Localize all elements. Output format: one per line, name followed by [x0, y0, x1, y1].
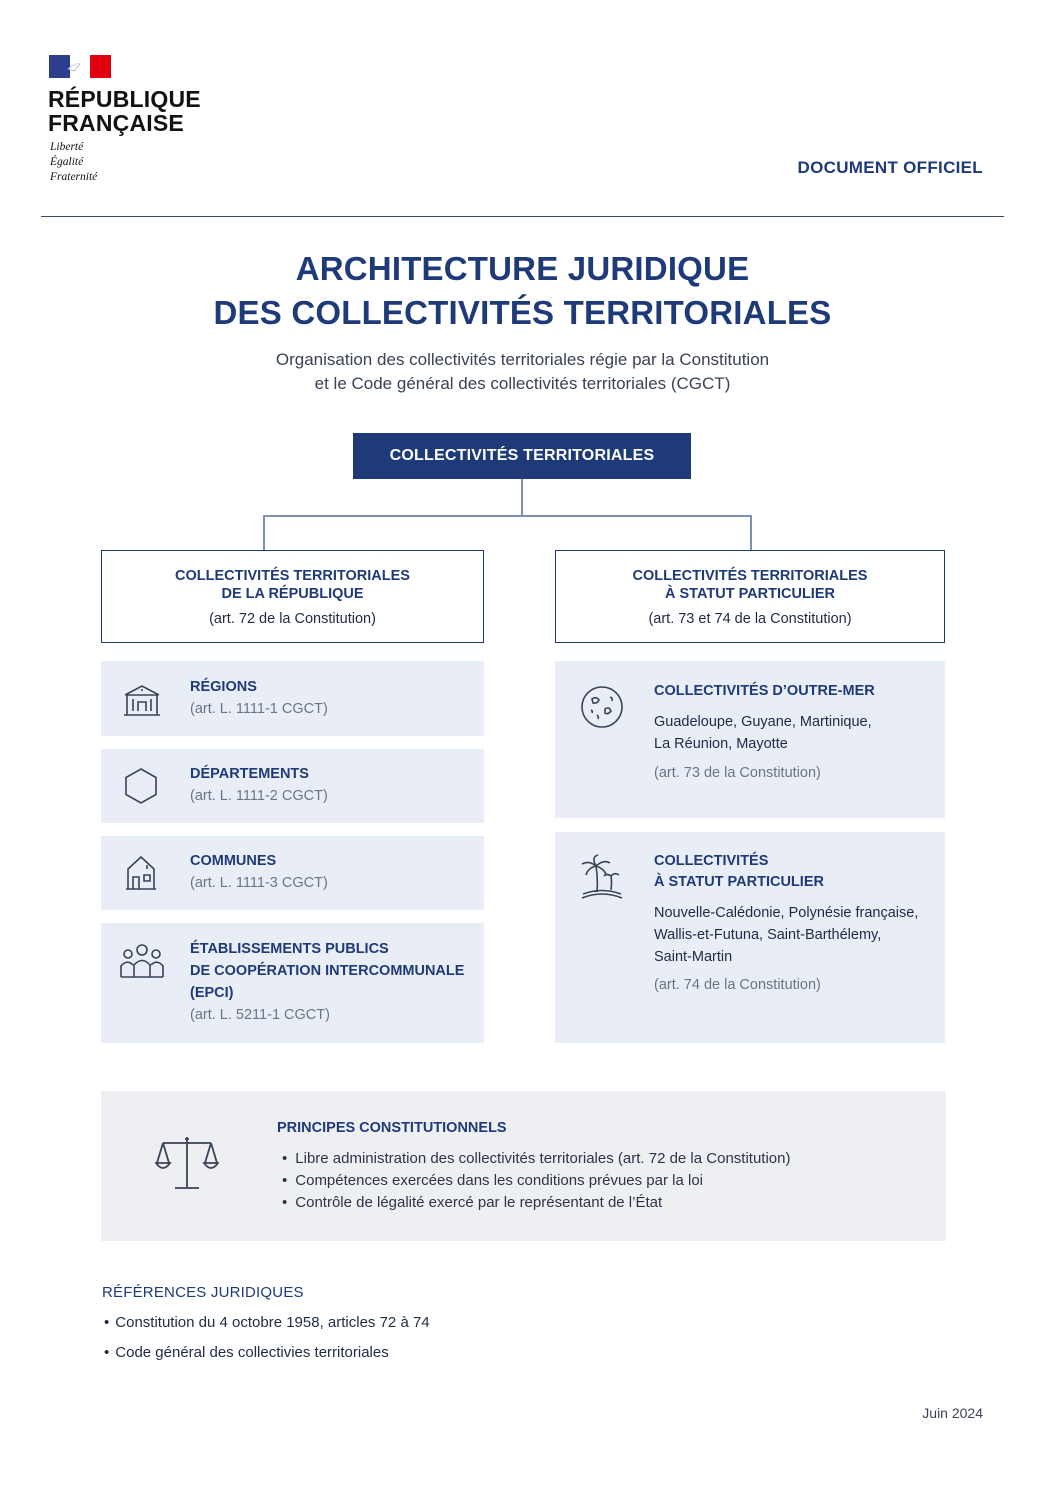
french-flag-logo — [49, 55, 111, 78]
left-box-article: (art. 72 de la Constitution) — [209, 611, 376, 627]
special-status-box — [555, 550, 945, 643]
principle-item: • Contrôle de légalité exercé par le représentant de l’État — [282, 1194, 662, 1211]
connector-vertical-root — [521, 479, 523, 516]
left-box-title2: DE LA RÉPUBLIQUE — [221, 586, 364, 602]
page-title-line2: DES COLLECTIVITÉS TERRITORIALES — [213, 294, 832, 331]
statut-desc-line2: Wallis-et-Futuna, Saint-Barthélemy, — [654, 927, 882, 943]
principle-item: • Compétences exercées dans les conditions prévues par la loi — [282, 1172, 703, 1189]
epci-title-line1: ÉTABLISSEMENTS PUBLICS — [190, 941, 389, 957]
header-divider — [41, 216, 1004, 217]
reference-item: • Code général des collectivies territoriales — [104, 1344, 389, 1361]
people-group-icon — [119, 943, 165, 981]
regions-title: RÉGIONS — [190, 679, 257, 695]
statut-title-line1: COLLECTIVITÉS — [654, 853, 769, 869]
departements-ref: (art. L. 1111-2 CGCT) — [190, 788, 328, 804]
connector-horizontal — [263, 515, 752, 517]
palm-island-icon — [579, 854, 625, 902]
epci-title-line2: DE COOPÉRATION INTERCOMMUNALE — [190, 963, 465, 979]
motto-fraternite: Fraternité — [50, 171, 98, 183]
principle-item: • Libre administration des collectivités territoriales (art. 72 de la Constitution) — [282, 1150, 791, 1167]
card-epci — [101, 923, 484, 1043]
connector-right — [750, 515, 752, 551]
card-departements — [101, 749, 484, 823]
republic-name-line1: RÉPUBLIQUE — [48, 86, 201, 112]
statut-desc-line1: Nouvelle-Calédonie, Polynésie française, — [654, 905, 919, 921]
town-hall-icon — [122, 853, 160, 891]
outre-mer-ref: (art. 73 de la Constitution) — [654, 765, 821, 781]
outre-mer-desc-line2: La Réunion, Mayotte — [654, 736, 788, 752]
left-box-title1: COLLECTIVITÉS TERRITORIALES — [175, 568, 410, 584]
principles-title: PRINCIPES CONSTITUTIONNELS — [277, 1120, 507, 1136]
republic-collectivities-box — [101, 550, 484, 643]
communes-title: COMMUNES — [190, 853, 277, 869]
subtitle-line2: et le Code général des collectivités territoriales (CGCT) — [314, 374, 731, 393]
statut-title-line2: À STATUT PARTICULIER — [654, 874, 824, 890]
card-outre-mer — [555, 661, 945, 818]
scales-icon — [155, 1133, 219, 1191]
statut-ref: (art. 74 de la Constitution) — [654, 977, 821, 993]
republic-motto — [50, 140, 97, 185]
communes-ref: (art. L. 1111-3 CGCT) — [190, 875, 328, 891]
org-root-box: COLLECTIVITÉS TERRITORIALES — [353, 433, 691, 479]
epci-ref: (art. L. 5211-1 CGCT) — [190, 1007, 330, 1023]
hexagon-icon — [122, 767, 160, 805]
motto-egalite: Égalité — [50, 156, 84, 168]
document-date: Juin 2024 — [922, 1405, 983, 1421]
statut-desc-line3: Saint-Martin — [654, 949, 733, 965]
departements-title: DÉPARTEMENTS — [190, 766, 309, 782]
region-building-icon — [121, 681, 163, 717]
epci-title-line3: (EPCI) — [190, 985, 234, 1001]
references-title: RÉFÉRENCES JURIDIQUES — [102, 1284, 304, 1301]
page-title-line1: ARCHITECTURE JURIDIQUE — [295, 250, 750, 287]
motto-liberte: Liberté — [50, 141, 84, 153]
right-box-article: (art. 73 et 74 de la Constitution) — [648, 611, 852, 627]
right-box-title2: À STATUT PARTICULIER — [665, 586, 835, 602]
outre-mer-desc-line1: Guadeloupe, Guyane, Martinique, — [654, 714, 872, 730]
card-communes — [101, 836, 484, 910]
card-statut-particulier — [555, 832, 945, 1043]
regions-ref: (art. L. 1111-1 CGCT) — [190, 701, 328, 717]
connector-left — [263, 515, 265, 551]
outre-mer-title: COLLECTIVITÉS D’OUTRE-MER — [654, 683, 875, 699]
reference-item: • Constitution du 4 octobre 1958, articles 72 à 74 — [104, 1314, 430, 1331]
globe-icon — [579, 684, 625, 730]
document-label: DOCUMENT OFFICIEL — [797, 158, 983, 177]
republic-name-line2: FRANÇAISE — [48, 110, 184, 136]
right-box-title1: COLLECTIVITÉS TERRITORIALES — [632, 568, 868, 584]
subtitle-line1: Organisation des collectivités territoriales régie par la Constitution — [275, 350, 770, 369]
card-regions — [101, 661, 484, 736]
